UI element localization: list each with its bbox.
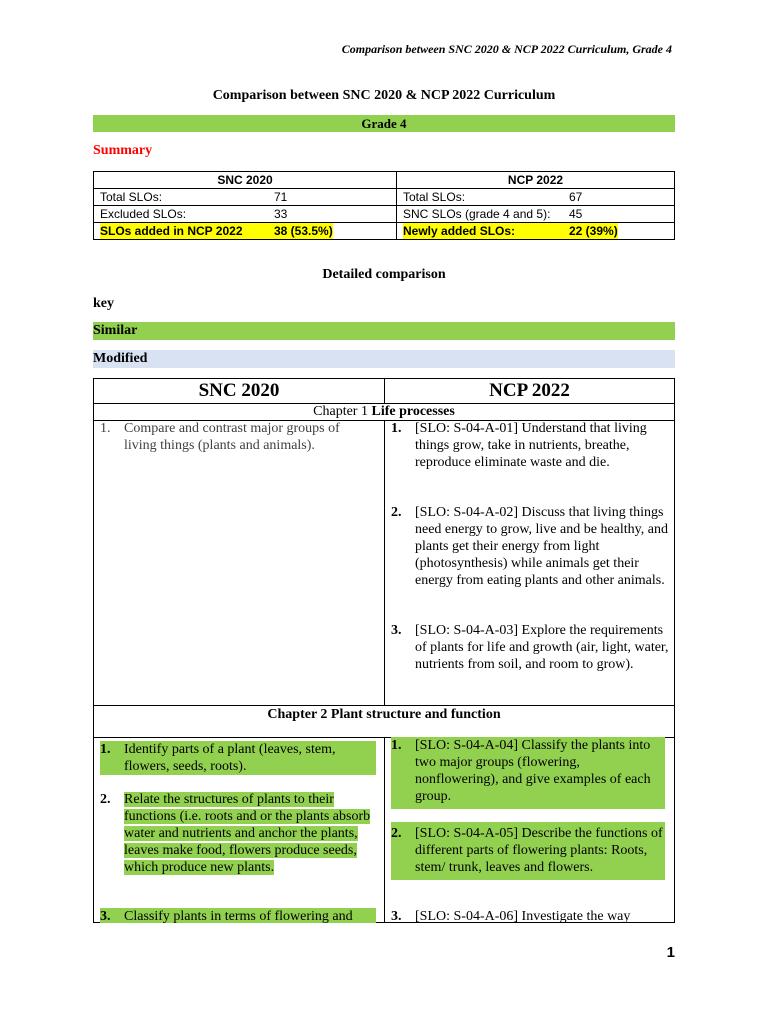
summary-header-ncp: NCP 2022 [397,172,675,189]
ncp-slo-number: 3. [391,909,402,923]
ncp-slo-text: [SLO: S-04-A-03] Explore the requirements of plants for life and growth (air, light, water, nutrients from soil, and room to grow). [415,623,669,672]
snc-slo-text: Relate the structures of plants to their functions (i.e. roots and or the plants absorb water and nutrients and anchor the plants, leaves make food, flowers produce seeds, which produce new plants. [124,792,371,875]
snc-slo-text-wrap [124,791,376,876]
ncp-slo-text: [SLO: S-04-A-01] Understand that living things grow, take in nutrients, breathe, reproduce eliminate waste and die. [415,421,647,470]
summary-ncp-cell [397,189,675,206]
detailed-comparison-title: Detailed comparison [322,267,446,282]
summary-label: Summary [93,143,153,158]
summary-header-snc: SNC 2020 [94,172,397,189]
summary-ncp-label: SNC SLOs (grade 4 and 5): [403,207,551,221]
ncp-slo-number: 2. [391,505,402,520]
ncp-slo-item [391,420,669,471]
ncp-slo-text: [SLO: S-04-A-02] Discuss that living things need energy to grow, live and be healthy, and plants get their energy from light (photosynthesis) while animals get their energy from eating plants and other animals. [415,505,668,588]
chapter-2-heading: Chapter 2 Plant structure and function [267,707,501,722]
summary-snc-label: Excluded SLOs: [100,207,187,221]
ncp-slo-number: 3. [391,623,402,638]
ncp-slo-item [391,908,665,923]
snc-slo-item-similar [100,741,376,775]
chapter-1-prefix: Chapter 1 [313,404,372,419]
summary-table [93,171,675,240]
column-header-ncp: NCP 2022 [489,380,570,401]
summary-snc-value: 71 [274,190,288,204]
summary-row-highlight [94,223,675,240]
column-divider [384,737,385,922]
snc-slo-item-similar [100,908,376,923]
summary-header-row [94,172,675,189]
snc-slo-text: Identify parts of a plant (leaves, stem, flowers, seeds, roots). [124,742,336,774]
summary-snc-value: 33 [274,207,288,221]
key-modified: Modified [93,350,675,368]
summary-snc-label: Total SLOs: [100,190,163,204]
grade-banner: Grade 4 [93,115,675,132]
ncp-slo-text: [SLO: S-04-A-04] Classify the plants into two major groups (flowering, nonflowering), and give examples of each group. [415,738,651,804]
summary-row [94,189,675,206]
ncp-slo-text: [SLO: S-04-A-05] Describe the functions of different parts of flowering plants: Roots, stem/ trunk, leaves and flowers. [415,826,663,875]
summary-ncp-label: Total SLOs: [403,190,466,204]
summary-ncp-value: 67 [569,190,583,204]
chapter-1-name: Life processes [371,404,455,419]
snc-slo-number: 1. [100,421,111,436]
summary-snc-cell [94,206,397,223]
ncp-slo-item [391,504,669,589]
summary-snc-value: 38 (53.5%) [274,224,333,238]
ncp-slo-number: 1. [391,421,402,436]
snc-slo-number: 3. [100,909,111,923]
running-header: Comparison between SNC 2020 & NCP 2022 Curriculum, Grade 4 [341,42,672,56]
document-title: Comparison between SNC 2020 & NCP 2022 Curriculum [212,88,556,103]
snc-slo-item-similar [100,791,376,876]
summary-ncp-value: 22 (39%) [569,224,618,238]
column-header-snc: SNC 2020 [198,380,280,401]
summary-snc-label: SLOs added in NCP 2022 [100,223,274,239]
summary-row [94,206,675,223]
key-similar: Similar [93,322,675,340]
chapter-1-heading [94,403,674,420]
ncp-slo-text: [SLO: S-04-A-06] Investigate the way [415,909,631,923]
column-divider [384,420,385,705]
snc-slo-text: Compare and contrast major groups of living things (plants and animals). [124,421,340,453]
snc-slo-number: 1. [100,742,111,757]
ncp-slo-item [391,622,669,673]
summary-ncp-label: Newly added SLOs: [403,223,569,239]
summary-snc-cell [94,223,397,240]
comparison-table [93,378,675,923]
page-number: 1 [666,944,675,961]
snc-slo-text: Classify plants in terms of flowering and [124,909,353,923]
ncp-slo-item-similar [391,737,665,809]
ncp-slo-number: 2. [391,826,402,841]
summary-ncp-cell [397,223,675,240]
key-label: key [93,296,114,311]
summary-snc-cell [94,189,397,206]
ncp-slo-item-similar [391,822,665,880]
summary-ncp-value: 45 [569,207,583,221]
ncp-slo-number: 1. [391,738,402,753]
snc-slo-item [100,420,368,454]
summary-ncp-cell [397,206,675,223]
snc-slo-number: 2. [100,792,111,807]
